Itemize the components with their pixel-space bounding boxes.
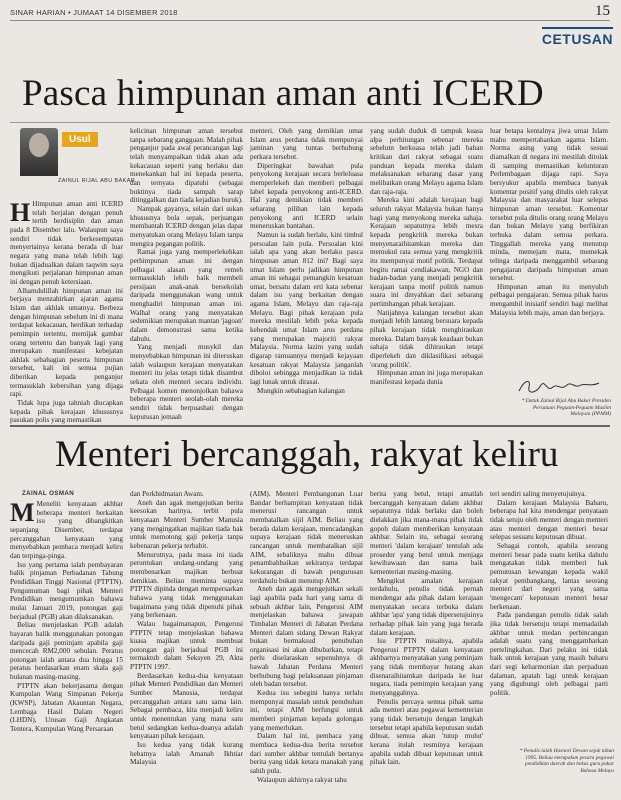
article2-col-1	[10, 500, 123, 792]
paragraph: dan Perkhidmatan Awam.	[130, 490, 204, 498]
paragraph: Himpunan aman ini juga merupakan manifestasi kepada dunia	[370, 369, 483, 387]
paragraph: Nampak gayanya, selain dari sukan khususnya bola sepak, perjuangan membantah ICERD dengan jelas dapat menyatukan orang Melayu Islam tanpa mengira pegangan politik.	[130, 204, 243, 248]
paragraph: Himpunan aman anti ICERD telah berjalan dengan penuh tertib berdisiplin dan aman pada 8 Disember lalu. Walaupun saya sendiri tidak berkesempatan menyertainya kerana berada di luar negara yang mana telah lebih lagi bukan dijadualkan dalam taqwim saya mengikuti perjalanan himpunan aman ini dengan penuh ketersiaan.	[10, 200, 123, 286]
article1-headline: Pasca himpunan aman anti ICERD	[22, 73, 544, 114]
paragraph: Alhamdulillah himpunan aman ini berjaya menzahirkan ajaran agama Islam dan akhlak umatnya. Berbeza dengan himpunan sebelum ini di mana terdapat kekacauan, herdikan terhadap pemimpin tertentu, memijak gambar orang tertentu dan banyak lagi yang merupakan manifestasi kebejatan akhlak sebahagian peserta himpunan tersebut, kali ini semua pujian diberikan kepada penganjur termasuklah kebersihan yang dijaga rapi.	[10, 286, 123, 399]
article1-col-3	[250, 127, 363, 418]
paragraph: Sebagai contoh, apabila seorang menteri besar pada suatu ketika dahulu mengatakan tidak memberi hak pemutusan kewangan kepada wakil rakyat pembangkang, lantas seorang menteri dari negeri yang sama 'mengecam' keputusan menteri besar berkenaan.	[490, 541, 608, 611]
paragraph: Mungkin sebahagian kalangan	[257, 386, 345, 395]
paragraph: Penulis percaya semua pihak sama ada menteri atau pegawai kementerian yang tidak bersetuju dengan langkah tersebut tetapi apabila keputusan sudah dibuat, semua akan 'tutup mulut' kerana itulah resminya kerajaan apabila sudah dibuat keputusan untuk pihak lain.	[370, 697, 483, 767]
paragraph: Natijahnya kalangan tersebut akan menjadi lebih lantang bersuara kepada pihak kerajaan tidak menghiraukan mereka. Dalam banyak keadaan bukan sahaja tidak dihiraukan tetapi diperlekeh dan diklasifikasi sebagai 'orang politik'.	[370, 308, 483, 369]
paragraph: yang sudah duduk di tampuk kuasa alpa perhitungan sebenar mereka sebelum berkuasa telah jadi bahan kritikan dari rakyat sebagai suatu panduan kepada mereka dalam melaksanakan sebarang dasar yang melibatkan orang Melayu agama Islam dan raja-raja.	[370, 127, 483, 196]
paragraph: Beliau menjelaskan PGB adalah bayaran balik menggunakan potongan daripada gaji peminjam apabila gaji mencecah RM2,000 sebulan. Peratus potongan ialah antara dua hingga 15 peratus berdasarkan enam skala gaji bulanan masing-masing.	[10, 621, 123, 682]
paragraph: Menurutnya, pada masa ini tiada peruntukan undang-undang yang membenarkan majikan berbuat demikian. Beliau meminta supaya PTPTN dipinda dengan mempersarkan bahawa yang tidak menggunakan bagaimana yang tidak dipenuhi pihak yang berkenaan.	[130, 550, 243, 620]
author-portrait	[20, 128, 58, 176]
article2-col-2	[130, 490, 243, 792]
paragraph: menteri. Oleh yang demikian umat Islam arus perdana tidak mempunyai jaminan yang tuntas berhubung perkara tersebut.	[250, 127, 363, 161]
masthead-date: SINAR HARIAN • JUMAAT 14 DISEMBER 2018	[10, 8, 178, 17]
article1-author-note: * Datuk Zainul Rijal Abu Bakar Presiden Persatuan Peguam-Peguam Muslim Malaysia (PPMM)	[521, 398, 611, 418]
paragraph: Namun ia sudah berlalu, kini timbul persoalan lain pula. Persoalan kini ialah apa yang akan berlaku pasca himpunan aman 812 ini? Bagi saya umat Islam perlu jadikan himpunan aman ini sebagai pemangkin kesatuan umat, bersatu dalam erti kata sebenar dalam isu yang berkaitan dengan agama Islam, Melayu dan raja-raja Melayu. Bagi pihak kerajaan pula mereka mestilah lebih peka kepada kehendak umat Islam arus perdana yang merupakan majoriti rakyat Malaysia. Norma lazim yang sudah digarap ramuannya menjadi kejayaan kesatuan rakyat Malaysia janganlah diboloi sebingga menjadikan ia tidak lagi lunak untuk dirasai.	[250, 230, 363, 387]
paragraph: Tidak lupa juga tahniah diucapkan kepada pihak kerajaan khususnya pasukan polis yang memastikan	[10, 399, 123, 425]
masthead	[10, 3, 610, 21]
paragraph: Walau bagaimanapun, Pengerusi PTPTN tetap menjelaskan bahawa kuasa majikan untuk membuat potongan gaji berjadual PGB ini termaktub dalam Seksyen 29, Akta PTPTN 1997.	[130, 619, 243, 672]
article2-author-note: * Penulis ialah Hasnori Dewan sejak tahun 1995. Beliau merupakan pesara pegawai pendidikan daerah dan bekas guru pakar Bahasa Melayu	[519, 748, 614, 774]
article2-headline: Menteri bercanggah, rakyat keliru	[55, 434, 559, 475]
paragraph: Walaupun akhirnya rakyat tahu	[257, 775, 347, 784]
paragraph: (AIM). Menteri Pembangunan Luar Bandar berhampiran kenyataan tidak menerusi rancangan untuk membatalkan sijil AIM. Beliau yang berada dalam kerajaan, mencadangkan supaya kerajaan tidak meneruskan rancangan untuk membatalkan sijil AIM, sebaliknya mahu dibuat penambahbaikan sekiranya terdapat kekurangan di bawah pengurusan terdahulu bukan menutup AIM.	[250, 490, 363, 585]
paragraph: Isu PTPTN misalnya, apabila Pengerusi PTPTN dalam kenyataan akhbarnya menyatakan yang peminjam yang tidak membayar hutang akan disenaraihitamkan daripada ke luar negara, tiada pemimpin kerajaan yang menyanggahnya.	[370, 637, 483, 698]
paragraph: Mengikut amalan kerajaan terdahulu, penulis tidak pernah mendengar ada pihak dalam kerajaan menyatakan secara terbuka dalam akhbar 'apa' yang tidak dipersetujuinya terhadap pihak lain yang juga berada dalam kerajaan.	[370, 576, 483, 637]
section-label: CETUSAN	[542, 27, 613, 47]
paragraph: Ramai juga yang memperlekehkan perhimpunan aman ini dengan pelbagai alasan yang remeh termasuklah lebih baik membeli persijaan anak-anak bersekolah daripada menggunakan wang untuk menghadiri himpunan aman ini. Walhal orang yang menyatakan sedemikian merupakan mantan 'jagoan' dalam demonstrasi sama ketika dahulu.	[130, 248, 243, 343]
paragraph: Himpunan aman itu menyuluh pelbagai pengajaran. Semua pihak harus mengambil inisiatif sendiri bagi melihat Malaysia lebih maju, aman dan berjaya.	[490, 282, 608, 317]
paragraph: Meneliti kenyataan akhbar beberapa menteri berkaitan isu yang dibangkitkan sepanjang Disember, terdapat percanggahan kenyataan yang menyebabkan pembaca menjadi keliru dan terpinga-pinga.	[10, 500, 123, 560]
paragraph: Berdasarkan kedua-dua kenyataan pihak Menteri Pendidikan dan Menteri Sumber Manusia, terdapat percanggahan antara satu sama lain. Sebagai pembaca, kita menjadi keliru untuk menentukan yang mana satu betul sedangkan kedua-duanya adalah kenyataan pihak kerajaan.	[130, 671, 243, 741]
article1-byline: ZAINUL RIJAL ABU BAKAR	[58, 178, 136, 184]
paragraph: Dalam kerajaan Malaysia Baharu, beberapa hal kita mendengar penyataan tidak setuju oleh menteri dengan menteri atau menteri dengan menteri besar selepas sesuatu keputusan dibuat.	[490, 498, 608, 542]
paragraph: Yang menjadi musykil dan menyebabkan himpunan ini diteruskan ialah walaupun kerajaan menyatakan menteri itu jelas tetapi tidak disambut sekata oleh menteri secara individu. Pelbagai komen menonjolkan bahawa beberapa menteri seolah-olah mereka sendiri tidak berpuashati dengan keputusan jemaah	[130, 343, 243, 421]
divider	[10, 425, 610, 427]
author-signature	[515, 375, 605, 399]
paragraph: Kedua isu sebegini hanya terlalu mempunyai masalah untuk penubuhan ini, tetapi AIM berfungsi untuk memberi pinjaman kepada golongan yang memerlukan.	[250, 689, 363, 732]
article2-col-4	[370, 490, 483, 792]
paragraph: Dalam hal ini, pembaca yang membaca kedua-dua berita tersebut dari sumber akhbar tentulah bertanya berita yang tidak ketara manakah yang sahih pula.	[250, 732, 363, 775]
article1-col-4	[370, 127, 483, 418]
paragraph: kelicinan himpunan aman tersebut tanpa sebarang gangguan. Malah pihak penganjur pada awal perancangan lagi telah menyampaikan tidak akan ada kekacauan seperti yang berlaku dan menekankan hal ini kepada peserta, dan ternyata dipatuhi (sebagai buktinya tiada sampah sarap ditinggalkan dan tiada kejadian buruk).	[130, 127, 243, 205]
paragraph: Isu yang pertama ialah pembayaran balik pinjaman Perbadanan Tabung Pendidikan Tinggi Nasional (PTPTN). Pengumuman bagi pihak Menteri Pendidikan mengumumkan bahawa mulai Januari 2019, potongan gaji berjadual (PGB) akan dilaksanakan.	[10, 560, 123, 621]
article1-col-2	[130, 127, 243, 421]
paragraph: PTPTN akan bekerjasama dengan Kumpulan Wang Simpanan Pekerja (KWSP), Jabatan Akauntan Negara, Lembaga Hasil Dalam Negeri (LHDN), Urusan Gaji Angkatan Tentera, Kumpulan Wang Persaraan	[10, 681, 123, 734]
author-box	[12, 128, 136, 194]
article2-col-3	[250, 490, 363, 792]
paragraph: Pada pandangan penulis tidak salah jika tidak bersetuju tetapi memadailah akhbar untuk medan perbincangan adalah suatu yang menggambarkan pertelingkahan. Dari pelaku ini tidak baik untuk kerajaan yang masih baharu dari segi keharmonian dan perpaduan dalaman, apatah lagi untuk kerajaan yang digubungi oleh pelbagai parti politik.	[490, 611, 608, 698]
paragraph: Aneh dan agak mengejutkan berita keesokan harinya, terbit pula kenyataan Menteri Sumber Manusia yang mengingatkan majikan tiada hak untuk memotong gaji pekerja tanpa kebenaran pekerja terbabit.	[130, 498, 243, 550]
drop-cap: M	[10, 498, 35, 527]
paragraph: luar betapa kentalnya jiwa umat Islam mahu mempertahankan agama Islam. Norma asing yang tidak sesuai diamalkan di negara ini mestilah ditolak di samping memastikan kelunturan Perlembagaan dijaga rapi. Saya bersyukur apabila membaca banyak komentar positif yang ditulis oleh rakyat Malaysia dan masyarakat luar selepas himpunan aman tersebut. Komentar tersebut pula ditulis orang orang Melayu dan bukan Melayu yang berfikiran terbuka dalam semua perkara. Tinggallah mereka yang menutup minda, memejam mata, memekak telinga daripada menggambil sebarang pengajaran daripada himpunan aman tersebut.	[490, 127, 608, 283]
paragraph: Diperingkat bawahan pula penyokong kerajaan secara berleluasa memperlekeh dan memberi pelbagai label kepada penyokong anti-ICERD. Hal yang demikian tidak memberi sebarang pilihan lain kepada penyokong anti ICERD selain meneruskan bantahan.	[250, 161, 363, 231]
divider	[10, 122, 610, 123]
drop-cap: H	[10, 198, 31, 227]
page-number: 15	[595, 3, 610, 19]
paragraph: Isu kedua yang tidak kurang hebatnya ialah Amanah Ikhtiar Malaysia	[130, 741, 243, 767]
article1-col-1	[10, 198, 123, 425]
paragraph: Mereka kini adalah kerajaan bagi seluruh rakyat Malaysia bukan hanya bagi yang menyokong mereka sahaja. Kerajaan sepatutnya lebih mesra kepada pengkritik mereka bukan menyenaraihitamkan mereka dan memukul rata semua yang mengkritik itu mempunyai motif politik. Terdapat begitu ramai cendiakawan, NGO dan badan-badan yang menjadi pengkritik kerajaan tanpa motif politik namun suara ini dinyahkan dari sebarang pertimbangan pihak kerajaan.	[370, 196, 483, 309]
paragraph: teri sendiri saling menyetujuinya.	[490, 490, 587, 498]
paragraph: berita yang betul, tetapi amatlah bercanggah kenyataan dalam akhbar sepatutnya tidak berlaku dan boleh dielakkan jika mana-mana pihak tidak gopoh dalam memberikan kenyataan akhbar. Selain itu, sebagai seorang menteri 'dalam kerajaan' tentulah ada prosedur yang betul untuk menjaga kewibawaan dan nama baik kementerian masing-masing.	[370, 490, 483, 576]
article1-col-5	[490, 127, 608, 372]
article2-col-5	[490, 490, 608, 745]
paragraph: Aneh dan agak mengejutkan sekali lagi apabila pada hari yang sama di sebuah akhbar lain, Pengerusi AIM menjelaskan bahawa jawapan Timbalan Menteri di Jabatan Perdana Menteri dalam sidang Dewan Rakyat bukan bermaksud penubuhan organisasi ini akan dibubarkan, tetapi perlu diselaraskan sepenuhnya di bawah Jabatan Perdana Menteri berhubung bagi pelaksanaan pinjaman oleh badan tersebut.	[250, 585, 363, 689]
article2-byline: ZAINAL OSMAN	[22, 490, 75, 497]
column-tag: Usul	[62, 132, 98, 147]
